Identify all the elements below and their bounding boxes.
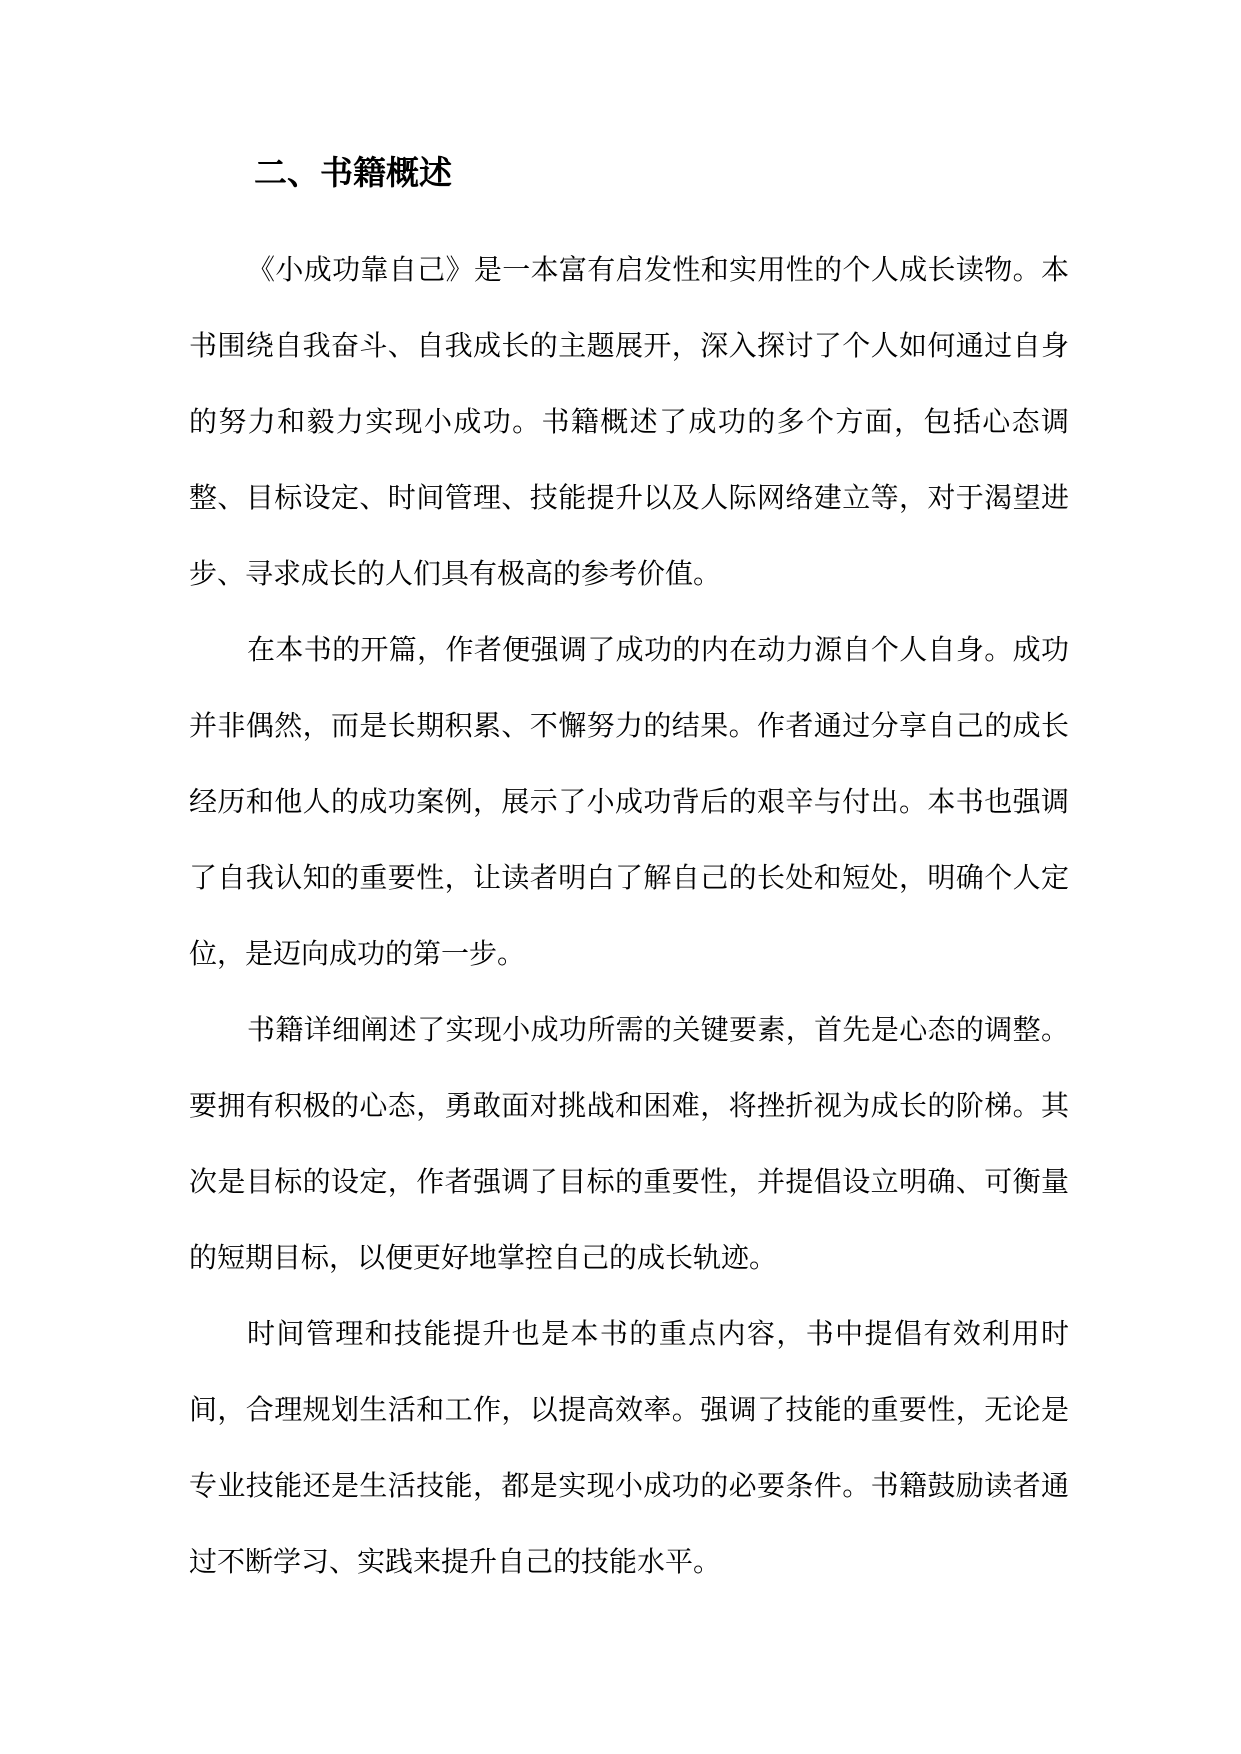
body-text: [189, 232, 1069, 1600]
paragraph: 书籍详细阐述了实现小成功所需的关键要素，首先是心态的调整。要拥有积极的心态，勇敢面对挑战和困难，将挫折视为成长的阶梯。其次是目标的设定，作者强调了目标的重要性，并提倡设立明确、可衡量的短期目标，以便更好地掌控自己的成长轨迹。: [189, 1013, 1069, 1274]
paragraph: 《小成功靠自己》是一本富有启发性和实用性的个人成长读物。本书围绕自我奋斗、自我成长的主题展开，深入探讨了个人如何通过自身的努力和毅力实现小成功。书籍概述了成功的多个方面，包括心态调整、目标设定、时间管理、技能提升以及人际网络建立等，对于渴望进步、寻求成长的人们具有极高的参考价值。: [189, 253, 1069, 590]
paragraph: 在本书的开篇，作者便强调了成功的内在动力源自个人自身。成功并非偶然，而是长期积累、不懈努力的结果。作者通过分享自己的成长经历和他人的成功案例，展示了小成功背后的艰辛与付出。本书也强调了自我认知的重要性，让读者明白了解自己的长处和短处，明确个人定位，是迈向成功的第一步。: [189, 633, 1069, 970]
paragraph: 时间管理和技能提升也是本书的重点内容，书中提倡有效利用时间，合理规划生活和工作，以提高效率。强调了技能的重要性，无论是专业技能还是生活技能，都是实现小成功的必要条件。书籍鼓励读者通过不断学习、实践来提升自己的技能水平。: [189, 1317, 1069, 1578]
section-heading: 二、书籍概述: [254, 153, 452, 192]
